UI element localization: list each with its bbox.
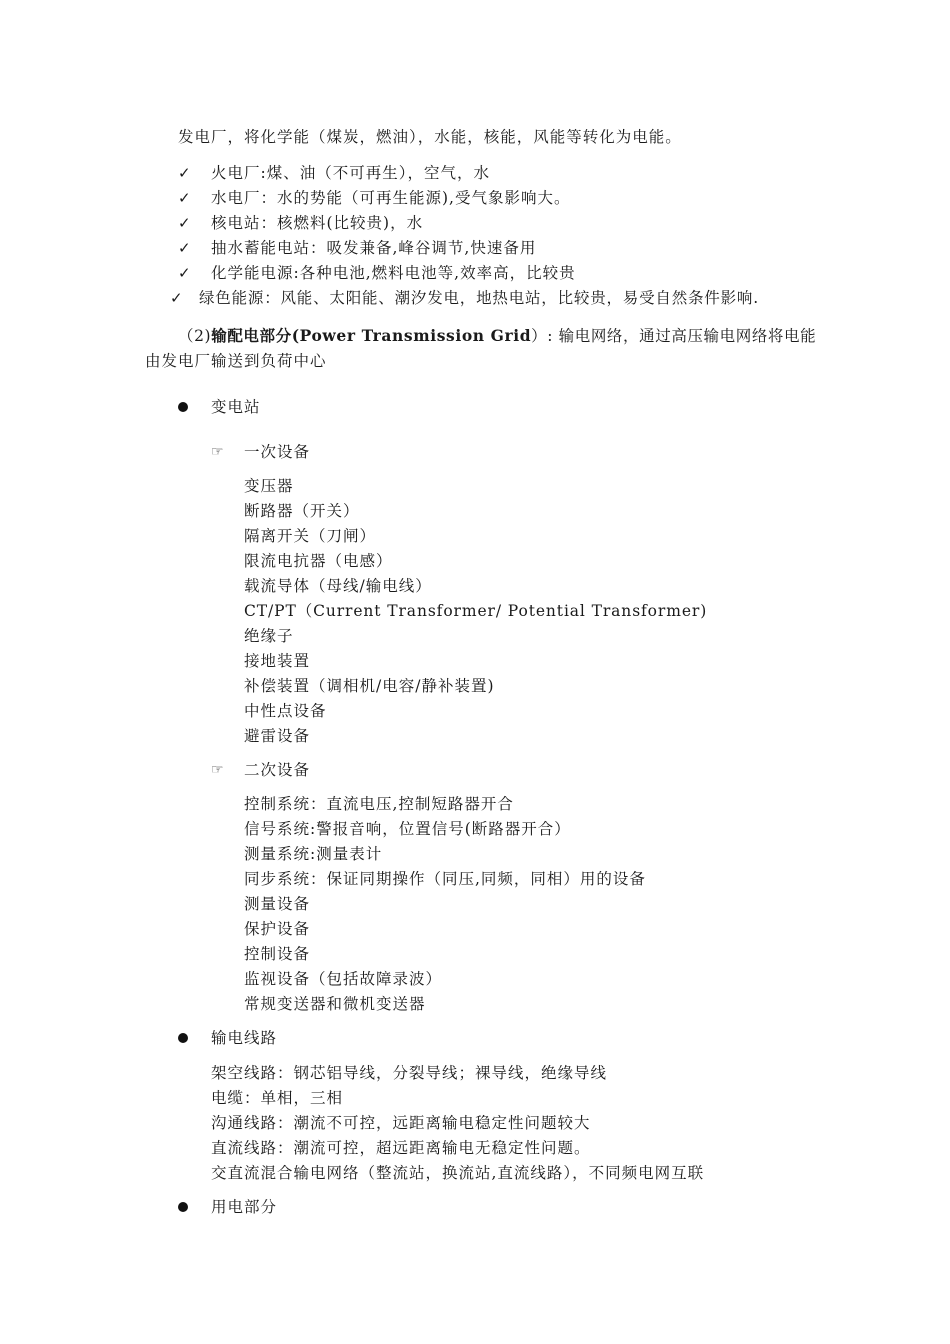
section-title: 输配电部分(Power Transmission Grid [211, 326, 532, 345]
check-icon: ✓ [178, 164, 191, 182]
list-item: 水电厂：水的势能（可再生能源),受气象影响大。 [211, 189, 571, 207]
section-heading [178, 326, 816, 346]
list-item: 接地装置 [244, 652, 311, 670]
check-icon: ✓ [178, 264, 191, 282]
list-item: 信号系统:警报音响，位置信号(断路器开合） [244, 820, 571, 838]
section-number: （2) [178, 327, 212, 345]
check-icon: ✓ [178, 189, 191, 207]
check-icon: ✓ [178, 214, 191, 232]
list-item: 测量系统:测量表计 [244, 845, 383, 863]
list-item: 抽水蓄能电站：吸发兼备,峰谷调节,快速备用 [211, 239, 537, 257]
list-item: 绝缘子 [244, 627, 294, 645]
bullet-icon [178, 1033, 188, 1043]
list-item: 隔离开关（刀闸） [244, 527, 377, 545]
section-description-continued: 由发电厂输送到负荷中心 [145, 352, 327, 370]
section-description: ）: 输电网络，通过高压输电网络将电能 [531, 327, 817, 345]
intro-paragraph: 发电厂，将化学能（煤炭，燃油），水能，核能，风能等转化为电能。 [178, 128, 682, 146]
list-item: 沟通线路：潮流不可控，远距离输电稳定性问题较大 [211, 1114, 591, 1132]
bullet-icon [178, 402, 188, 412]
list-item: 断路器（开关） [244, 502, 360, 520]
usage-heading: 用电部分 [211, 1198, 278, 1216]
list-item: 测量设备 [244, 895, 311, 913]
list-item: 保护设备 [244, 920, 311, 938]
list-item: 载流导体（母线/输电线） [244, 577, 432, 595]
list-item: 化学能电源:各种电池,燃料电池等,效率高，比较贵 [211, 264, 576, 282]
list-item: 避雷设备 [244, 727, 311, 745]
substation-heading: 变电站 [211, 398, 261, 416]
list-item: 常规变送器和微机变送器 [244, 995, 426, 1013]
list-item: 电缆：单相，三相 [211, 1089, 344, 1107]
list-item: 直流线路：潮流可控，超远距离输电无稳定性问题。 [211, 1139, 591, 1157]
transmission-lines-heading: 输电线路 [211, 1029, 278, 1047]
pointing-hand-icon: ☞ [211, 762, 224, 778]
check-icon: ✓ [170, 289, 183, 307]
list-item: 中性点设备 [244, 702, 327, 720]
list-item: 变压器 [244, 477, 294, 495]
list-item: 核电站：核燃料(比较贵)，水 [211, 214, 424, 232]
list-item: CT/PT（Current Transformer/ Potential Transformer) [244, 602, 708, 620]
secondary-equipment-heading: 二次设备 [244, 761, 311, 779]
check-icon: ✓ [178, 239, 191, 257]
list-item: 架空线路：钢芯铝导线，分裂导线；裸导线，绝缘导线 [211, 1064, 608, 1082]
pointing-hand-icon: ☞ [211, 444, 224, 460]
list-item: 补偿装置（调相机/电容/静补装置) [244, 677, 495, 695]
list-item: 绿色能源：风能、太阳能、潮汐发电，地热电站，比较贵，易受自然条件影响. [199, 289, 759, 307]
list-item: 控制系统：直流电压,控制短路器开合 [244, 795, 514, 813]
primary-equipment-heading: 一次设备 [244, 443, 311, 461]
list-item: 控制设备 [244, 945, 311, 963]
bullet-icon [178, 1202, 188, 1212]
list-item: 火电厂:煤、油（不可再生），空气，水 [211, 164, 490, 182]
list-item: 同步系统：保证同期操作（同压,同频，同相）用的设备 [244, 870, 646, 888]
list-item: 监视设备（包括故障录波） [244, 970, 443, 988]
list-item: 交直流混合输电网络（整流站，换流站,直流线路），不同频电网互联 [211, 1164, 705, 1182]
list-item: 限流电抗器（电感） [244, 552, 393, 570]
